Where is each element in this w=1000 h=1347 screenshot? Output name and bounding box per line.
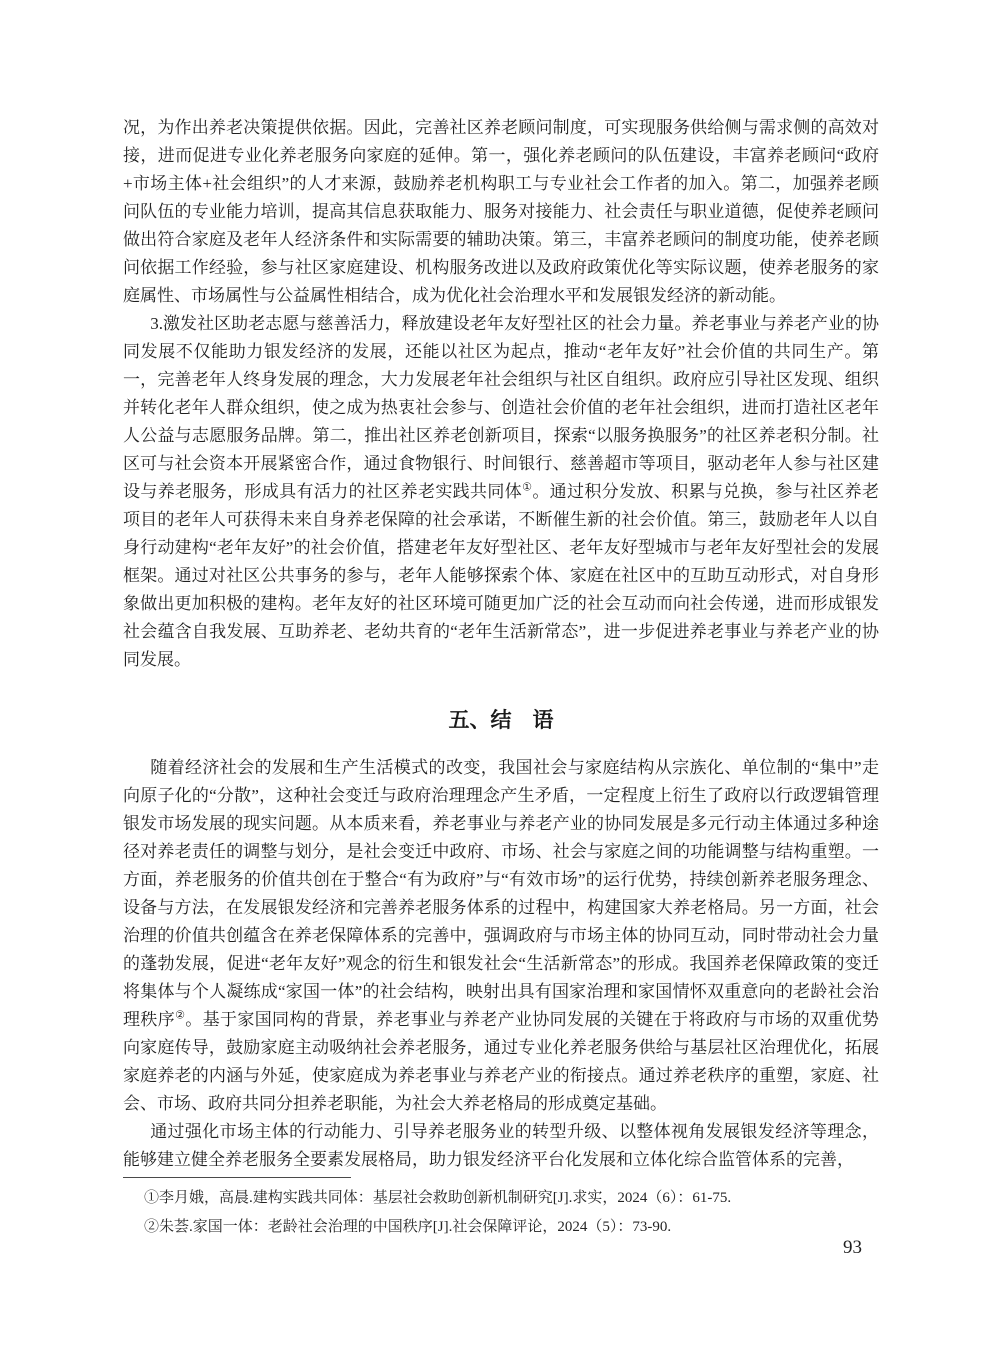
footnote-list (123, 1184, 879, 1242)
paragraph-text: 。基于家国同构的背景，养老事业与养老产业协同发展的关键在于将政府与市场的双重优势向家庭传导，鼓励家庭主动吸纳社会养老服务，通过专业化养老服务供给与基层社区治理优化，拓展家庭养老的内涵与外延，使家庭成为养老事业与养老产业的衔接点。通过养老秩序的重塑，家庭、社会、市场、政府共同分担养老职能，为社会大养老格局的形成奠定基础。 (123, 1010, 879, 1113)
paragraph-text: 随着经济社会的发展和生产生活模式的改变，我国社会与家庭结构从宗族化、单位制的“集中”走向原子化的“分散”，这种社会变迁与政府治理理念产生矛盾，一定程度上衍生了政府以行政逻辑管理银发市场发展的现实问题。从本质来看，养老事业与养老产业的协同发展是多元行动主体通过多种途径对养老责任的调整与划分，是社会变迁中政府、市场、社会与家庭之间的功能调整与结构重塑。一方面，养老服务的价值共创在于整合“有为政府”与“有效市场”的运行优势，持续创新养老服务理念、设备与方法，在发展银发经济和完善养老服务体系的过程中，构建国家大养老格局。另一方面，社会治理的价值共创蕴含在养老保障体系的完善中，强调政府与市场主体的协同互动，同时带动社会力量的蓬勃发展，促进“老年友好”观念的衍生和银发社会“生活新常态”的形成。我国养老保障政策的变迁将集体与个人凝练成“家国一体”的社会结构，映射出具有国家治理和家国情怀双重意向的老龄社会治理秩序 (123, 758, 879, 1029)
footnote-1: ①李月娥，高晨.建构实践共同体：基层社会救助创新机制研究[J].求实，2024（6）：61-75. (144, 1190, 732, 1206)
paragraph-text: 。通过积分发放、积累与兑换，参与社区养老项目的老年人可获得未来自身养老保障的社会承诺，不断催生新的社会价值。第三，鼓励老年人以自身行动建构“老年友好”的社会价值，搭建老年友好型社区、老年友好型城市与老年友好型社会的发展框架。通过对社区公共事务的参与，老年人能够探索个体、家庭在社区中的互助互动形式，对自身形象做出更加积极的建构。老年友好的社区环境可随更加广泛的社会互动而向社会传递，进而形成银发社会蕴含自我发展、互助养老、老幼共育的“老年生活新常态”，进一步促进养老事业与养老产业的协同发展。 (123, 482, 879, 669)
paragraph-text: 通过强化市场主体的行动能力、引导养老服务业的转型升级、以整体视角发展银发经济等理念，能够建立健全养老服务全要素发展格局，助力银发经济平台化发展和立体化综合监管体系的完善， (123, 1122, 879, 1169)
footnote-area (123, 1177, 879, 1242)
conclusion-paragraph-2 (123, 1118, 879, 1174)
footnote-2: ②朱荟.家国一体：老龄社会治理的中国秩序[J].社会保障评论，2024（5）：73-90. (144, 1219, 672, 1235)
continuation-paragraph (123, 114, 879, 310)
footnote-ref-2: ② (175, 1009, 186, 1022)
main-text-column (123, 114, 879, 1174)
conclusion-paragraph-1 (123, 754, 879, 1118)
page-number: 93 (843, 1237, 862, 1258)
footnote-divider (123, 1177, 351, 1178)
paragraph-text: 况，为作出养老决策提供依据。因此，完善社区养老顾问制度，可实现服务供给侧与需求侧的高效对接，进而促进专业化养老服务向家庭的延伸。第一，强化养老顾问的队伍建设，丰富养老顾问“政府+市场主体+社会组织”的人才来源，鼓励养老机构职工与专业社会工作者的加入。第二，加强养老顾问队伍的专业能力培训，提高其信息获取能力、服务对接能力、社会责任与职业道德，促使养老顾问做出符合家庭及老年人经济条件和实际需要的辅助决策。第三，丰富养老顾问的制度功能，使养老顾问依据工作经验，参与社区家庭建设、机构服务改进以及政府政策优化等实际议题，使养老服务的家庭属性、市场属性与公益属性相结合，成为优化社会治理水平和发展银发经济的新动能。 (123, 118, 879, 305)
point3-paragraph (123, 310, 879, 674)
paragraph-text: 3.激发社区助老志愿与慈善活力，释放建设老年友好型社区的社会力量。养老事业与养老产业的协同发展不仅能助力银发经济的发展，还能以社区为起点，推动“老年友好”社会价值的共同生产。第一，完善老年人终身发展的理念，大力发展老年社会组织与社区自组织。政府应引导社区发现、组织并转化老年人群众组织，使之成为热衷社会参与、创造社会价值的老年社会组织，进而打造社区老年人公益与志愿服务品牌。第二，推出社区养老创新项目，探索“以服务换服务”的社区养老积分制。社区可与社会资本开展紧密合作，通过食物银行、时间银行、慈善超市等项目，驱动老年人参与社区建设与养老服务，形成具有活力的社区养老实践共同体 (123, 314, 879, 501)
footnote-ref-1: ① (522, 481, 533, 494)
section-heading: 五、结 语 (448, 709, 554, 732)
